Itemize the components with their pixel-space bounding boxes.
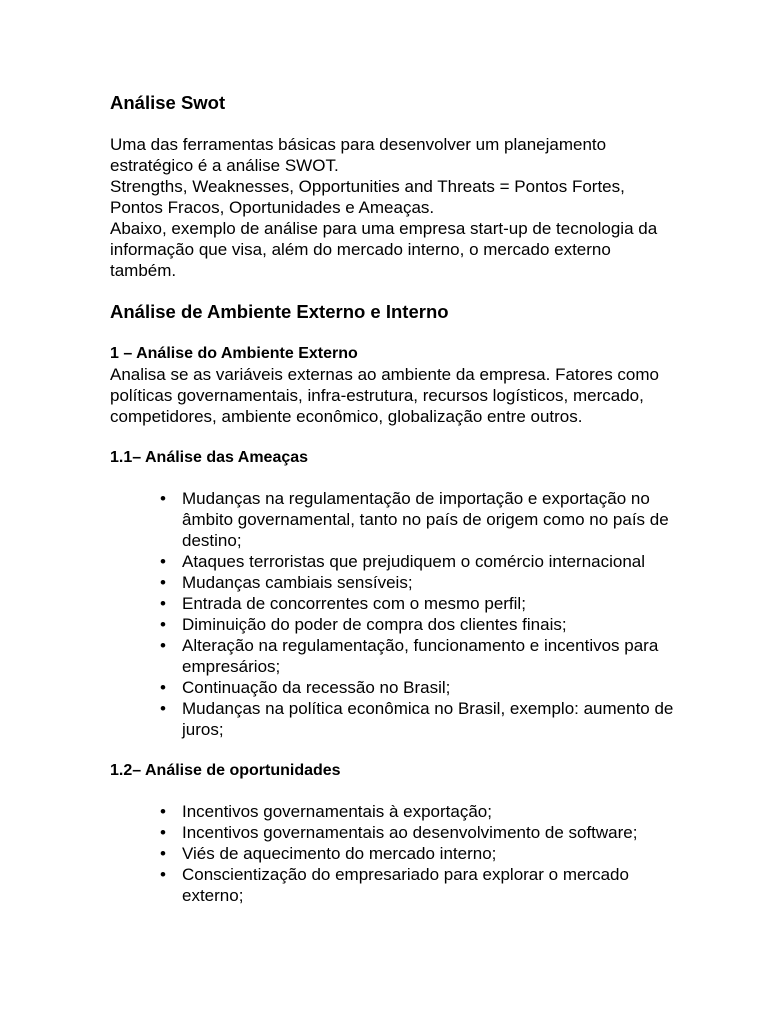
intro-paragraph-3: Abaixo, exemplo de análise para uma empresa start-up de tecnologia da informação que visa, além do mercado interno, o mercado externo também.: [110, 219, 658, 280]
list-item: [160, 614, 678, 635]
list-item: [160, 843, 678, 864]
opportunities-list: [110, 801, 678, 906]
bullet-icon: •: [160, 552, 166, 571]
threats-list: [110, 488, 678, 740]
list-item-text: Mudanças cambiais sensíveis;: [182, 573, 413, 592]
list-item-text: Conscientização do empresariado para explorar o mercado externo;: [182, 865, 629, 905]
bullet-icon: •: [160, 678, 166, 697]
list-item: [160, 864, 678, 906]
list-item-text: Mudanças na regulamentação de importação e exportação no âmbito governamental, tanto no país de origem como no país de destino;: [182, 489, 669, 550]
section-title: Análise de Ambiente Externo e Interno: [110, 301, 449, 322]
bullet-icon: •: [160, 636, 166, 655]
list-item: [160, 635, 678, 677]
bullet-icon: •: [160, 844, 166, 863]
bullet-icon: •: [160, 615, 166, 634]
list-item: [160, 801, 678, 822]
threats-heading: 1.1– Análise das Ameaças: [110, 449, 309, 466]
bullet-icon: •: [160, 865, 166, 884]
list-item-text: Ataques terroristas que prejudiquem o comércio internacional: [182, 552, 646, 571]
opportunities-heading: 1.2– Análise de oportunidades: [110, 762, 341, 779]
external-text: Analisa se as variáveis externas ao ambiente da empresa. Fatores como políticas governamentais, infra-estrutura, recursos logísticos, mercado, competidores, ambiente econômico, globalização entre outros.: [110, 365, 659, 426]
intro-paragraph-1: Uma das ferramentas básicas para desenvolver um planejamento estratégico é a análise SWOT.: [110, 135, 607, 175]
list-item: [160, 822, 678, 843]
list-item: [160, 593, 678, 614]
bullet-icon: •: [160, 573, 166, 592]
intro-paragraph-2: Strengths, Weaknesses, Opportunities and Threats = Pontos Fortes, Pontos Fracos, Oportunidades e Ameaças.: [110, 177, 625, 217]
external-heading: 1 – Análise do Ambiente Externo: [110, 345, 358, 362]
list-item-text: Mudanças na política econômica no Brasil, exemplo: aumento de juros;: [182, 699, 674, 739]
bullet-icon: •: [160, 802, 166, 821]
list-item-text: Diminuição do poder de compra dos clientes finais;: [182, 615, 567, 634]
list-item-text: Incentivos governamentais ao desenvolvimento de software;: [182, 823, 638, 842]
list-item-text: Continuação da recessão no Brasil;: [182, 678, 451, 697]
document-title: Análise Swot: [110, 92, 226, 113]
bullet-icon: •: [160, 594, 166, 613]
list-item-text: Alteração na regulamentação, funcionamento e incentivos para empresários;: [182, 636, 659, 676]
list-item-text: Viés de aquecimento do mercado interno;: [182, 844, 497, 863]
bullet-icon: •: [160, 699, 166, 718]
list-item: [160, 698, 678, 740]
bullet-icon: •: [160, 823, 166, 842]
list-item-text: Entrada de concorrentes com o mesmo perfil;: [182, 594, 526, 613]
list-item: [160, 572, 678, 593]
list-item: [160, 488, 678, 551]
list-item-text: Incentivos governamentais à exportação;: [182, 802, 492, 821]
list-item: [160, 677, 678, 698]
bullet-icon: •: [160, 489, 166, 508]
list-item: [160, 551, 678, 572]
